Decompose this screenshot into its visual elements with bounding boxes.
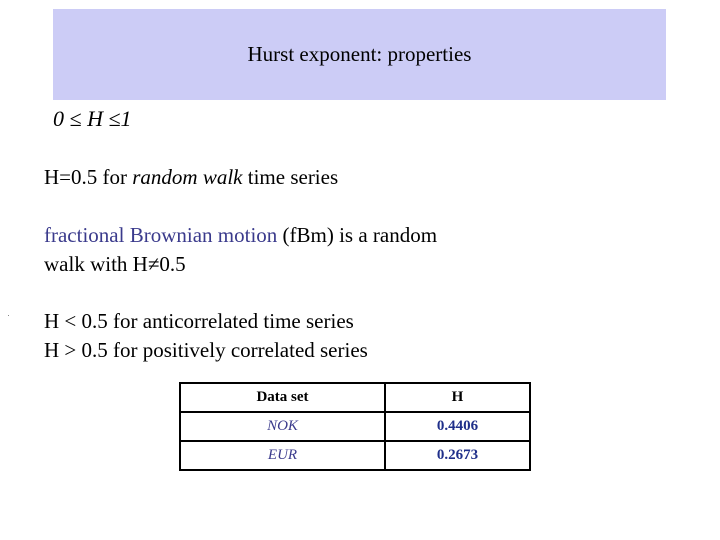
random-walk-line (44, 163, 338, 192)
correlated-line: H > 0.5 for positively correlated series (44, 338, 368, 362)
table-row (180, 412, 530, 441)
h-value-cell: 0.4406 (385, 412, 530, 441)
fbm-rest: (fBm) is a random (277, 223, 438, 247)
random-walk-suffix: time series (242, 165, 339, 189)
fbm-link[interactable]: fractional Brownian motion (44, 223, 278, 247)
slide-title: Hurst exponent: properties (247, 42, 472, 66)
dataset-cell: EUR (180, 441, 385, 470)
stray-dot (8, 315, 9, 316)
title-band (53, 9, 666, 100)
hurst-inequality: 0 ≤ H ≤1 (53, 106, 132, 131)
random-walk-prefix: H=0.5 for (44, 165, 133, 189)
table-row (180, 441, 530, 470)
header-h: H (385, 383, 530, 412)
hurst-table (179, 382, 531, 471)
header-dataset: Data set (180, 383, 385, 412)
fbm-line-2: walk with H≠0.5 (44, 252, 186, 276)
h-value-cell: 0.2673 (385, 441, 530, 470)
table-header-row (180, 383, 530, 412)
fbm-line-1 (44, 221, 437, 250)
dataset-cell: NOK (180, 412, 385, 441)
random-walk-emphasis: random walk (132, 165, 243, 189)
anticorrelated-line: H < 0.5 for anticorrelated time series (44, 309, 354, 333)
